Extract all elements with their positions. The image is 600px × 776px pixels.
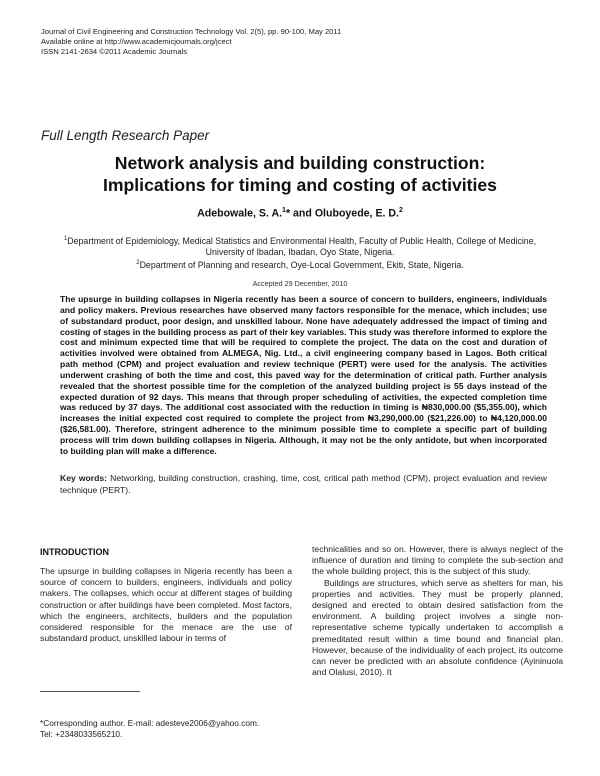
affiliation-2 — [55, 258, 545, 271]
intro-paragraph-2: technicalities and so on. However, there is always neglect of the influence of duration and timing to complete the sub-section and the whole building project, this is the subject of this study. — [312, 544, 563, 577]
title-line-2: Implications for timing and costing of activities — [103, 175, 497, 195]
introduction-heading: INTRODUCTION — [40, 547, 109, 557]
abstract: The upsurge in building collapses in Nigeria recently has been a source of concern to builders, engineers, individuals and policy makers. Previous researches have observed many factors responsible for the menace, which includes; use of substandard product, poor design, and unskilled labour. None have adequately addressed the impact of timing and costing of stages in the building process as part of their key variables. This study was therefore informed to explore the cost and minimum expected time that will be required to complete the project. The data on the cost and duration of activities involved were obtained from ALMEGA, Nig. Ltd., a civil engineering company based in Lagos. Both critical path method (CPM) and project evaluation and review technique (PERT) were used for the analysis. The activities underwent crashing of both the time and cost, this paved way for the determination of critical path. Further analysis revealed that the shortest possible time for the completion of the analyzed building project is 55 days instead of the expected duration of 92 days. This means that through proper scheduling of activities, the expected completion time was reduced by 37 days. The additional cost associated with the reduction in timing is ₦830,000.00 ($5,355.00), which increases the initial expected cost required to complete the project from ₦3,290,000.00 ($21,226.00) to ₦4,120,000.00 ($26,581.00). Therefore, stringent adherence to the minimum possible time to complete a specific part of building process will trim down building collapses in Nigeria. Although, it may not be the only antidote, but when incorporated to building plan will make a difference. — [60, 294, 547, 456]
right-column — [312, 544, 563, 678]
footnote-phone: Tel: +2348033565210. — [40, 729, 123, 739]
journal-issn: ISSN 2141-2634 ©2011 Academic Journals — [41, 47, 188, 57]
keywords-text: Networking, building construction, crashing, time, cost, critical path method (CPM), project evaluation and review technique (PERT). — [60, 473, 547, 495]
keywords-label: Key words: — [60, 473, 108, 483]
author-list — [40, 207, 560, 220]
title-line-1: Network analysis and building construction: — [114, 153, 486, 173]
left-column — [40, 566, 292, 644]
corresponding-mark: * — [285, 207, 291, 220]
footnote-divider — [40, 691, 140, 692]
journal-header — [41, 27, 341, 58]
footnote-email: *Corresponding author. E-mail: adesteve2006@yahoo.com. — [40, 718, 260, 728]
author-2: Oluboyede, E. D. — [314, 207, 399, 220]
affiliation-1-number: 1 — [63, 236, 68, 242]
author-conjunction: and — [290, 207, 315, 220]
affiliations — [55, 234, 545, 271]
author-2-affiliation: 2 — [399, 207, 403, 214]
affiliation-1-text: Department of Epidemiology, Medical Statistics and Environmental Health, Faculty of Public Health, College of Medicine, University of Ibadan, Ibadan, Oyo State, Nigeria. — [67, 235, 537, 258]
affiliation-1 — [55, 234, 545, 258]
corresponding-author-footnote — [40, 718, 292, 740]
keywords — [60, 473, 547, 496]
journal-citation: Journal of Civil Engineering and Construction Technology Vol. 2(5), pp. 90-100, May 2011 — [41, 27, 342, 36]
paper-title — [40, 152, 560, 196]
accepted-date: Accepted 29 December, 2010 — [252, 279, 348, 288]
intro-paragraph-3: Buildings are structures, which serve as shelters for man, his properties and activities. They must be properly planned, designed and erected to obtain desired satisfaction from the environment. A building project involves a single non-representative scheme typically undertaken to accomplish a premeditated result within a time bound and financial plan. However, because of the individuality of each project, its outcome can never be predicted with an absolute confidence (Ayininuola and Olalusi, 2010). It — [312, 577, 563, 678]
journal-availability: Available online at http://www.academicjournals.org/jcect — [41, 37, 232, 47]
paper-type: Full Length Research Paper — [41, 128, 210, 143]
affiliation-2-number: 2 — [136, 260, 140, 267]
intro-paragraph-1: The upsurge in building collapses in Nigeria recently has been a source of concern to builders, engineers, individuals and policy makers. The collapses, which occur at different stages of building construction or after buildings have been completed. Most factors, which the engineers, architects, builders and the population considered responsible for the menace are the use of substandard product, unskilled labour in terms of — [40, 566, 292, 644]
author-1-affiliation: 1 — [282, 207, 286, 214]
author-1: Adebowale, S. A. — [197, 207, 283, 220]
affiliation-2-text: Department of Planning and research, Oye-Local Government, Ekiti, State, Nigeria. — [139, 260, 464, 271]
